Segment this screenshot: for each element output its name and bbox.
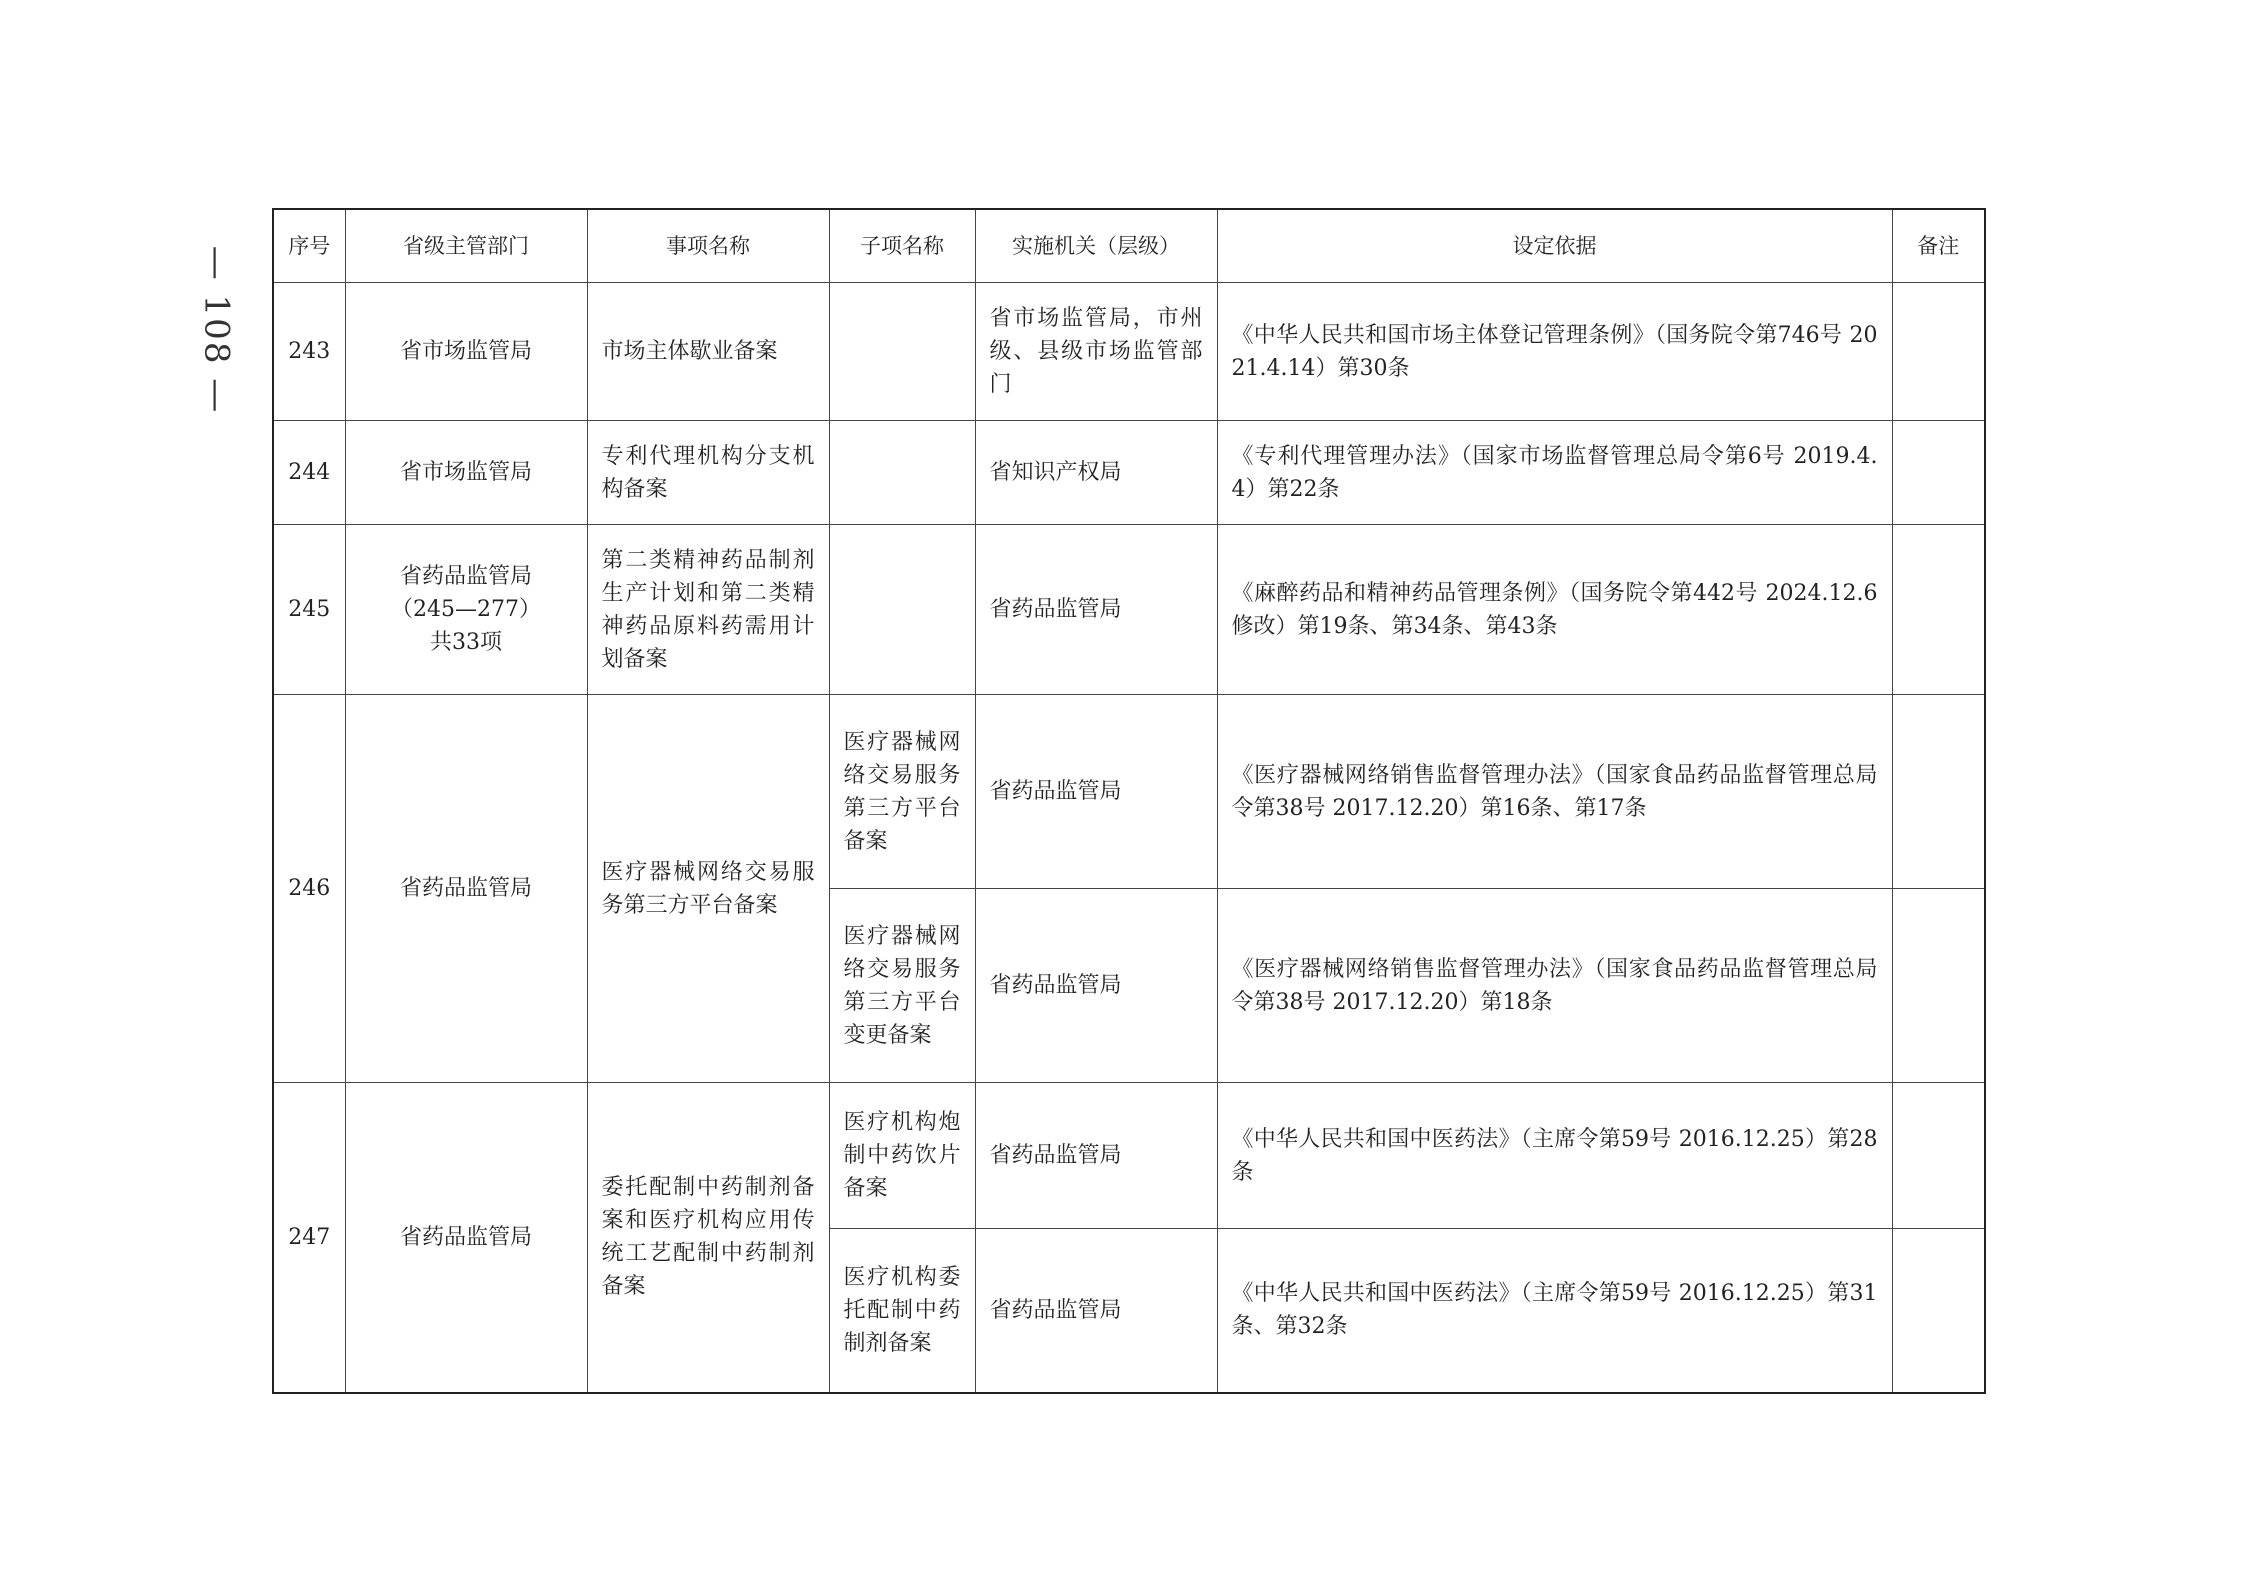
cell-dept: 省药品监管局 — [345, 695, 587, 1083]
cell-basis: 《医疗器械网络销售监督管理办法》（国家食品药品监督管理总局令第38号 2017.12.20）第16条、第17条 — [1217, 695, 1892, 889]
header-dept: 省级主管部门 — [345, 209, 587, 283]
items-table — [272, 208, 1986, 1394]
cell-subitem: 医疗机构委托配制中药制剂备案 — [829, 1229, 975, 1393]
page-number-text: — 108 — — [196, 245, 237, 415]
cell-agency: 省药品监管局 — [975, 1229, 1217, 1393]
cell-item: 市场主体歇业备案 — [587, 283, 829, 421]
table-row — [273, 421, 1985, 525]
cell-subitem: 医疗器械网络交易服务第三方平台变更备案 — [829, 889, 975, 1083]
table-header-row — [273, 209, 1985, 283]
cell-dept: 省市场监管局 — [345, 421, 587, 525]
table-row — [273, 695, 1985, 889]
cell-item: 委托配制中药制剂备案和医疗机构应用传统工艺配制中药制剂备案 — [587, 1083, 829, 1393]
cell-agency: 省市场监管局，市州级、县级市场监管部门 — [975, 283, 1217, 421]
cell-item: 医疗器械网络交易服务第三方平台备案 — [587, 695, 829, 1083]
header-subitem: 子项名称 — [829, 209, 975, 283]
cell-note — [1892, 421, 1985, 525]
cell-item: 专利代理机构分支机构备案 — [587, 421, 829, 525]
cell-subitem: 医疗器械网络交易服务第三方平台备案 — [829, 695, 975, 889]
cell-subitem — [829, 283, 975, 421]
cell-agency: 省药品监管局 — [975, 695, 1217, 889]
cell-note — [1892, 889, 1985, 1083]
dept-line: 共33项 — [430, 630, 502, 655]
cell-note — [1892, 1083, 1985, 1229]
cell-dept: 省药品监管局 — [345, 1083, 587, 1393]
cell-subitem: 医疗机构炮制中药饮片备案 — [829, 1083, 975, 1229]
table-row — [273, 1083, 1985, 1229]
header-agency: 实施机关（层级） — [975, 209, 1217, 283]
cell-seq: 247 — [273, 1083, 345, 1393]
header-item: 事项名称 — [587, 209, 829, 283]
cell-subitem — [829, 525, 975, 695]
table-row — [273, 525, 1985, 695]
cell-item: 第二类精神药品制剂生产计划和第二类精神药品原料药需用计划备案 — [587, 525, 829, 695]
cell-dept: 省市场监管局 — [345, 283, 587, 421]
cell-basis: 《中华人民共和国中医药法》（主席令第59号 2016.12.25）第31条、第32条 — [1217, 1229, 1892, 1393]
cell-basis: 《麻醉药品和精神药品管理条例》（国务院令第442号 2024.12.6修改）第19条、第34条、第43条 — [1217, 525, 1892, 695]
cell-dept — [345, 525, 587, 695]
cell-agency: 省药品监管局 — [975, 525, 1217, 695]
cell-seq: 244 — [273, 421, 345, 525]
cell-subitem — [829, 421, 975, 525]
cell-basis: 《医疗器械网络销售监督管理办法》（国家食品药品监督管理总局令第38号 2017.12.20）第18条 — [1217, 889, 1892, 1083]
dept-line: （245—277） — [391, 597, 541, 622]
header-basis: 设定依据 — [1217, 209, 1892, 283]
cell-agency: 省知识产权局 — [975, 421, 1217, 525]
table-row — [273, 283, 1985, 421]
page-number — [186, 240, 246, 420]
cell-basis: 《专利代理管理办法》（国家市场监督管理总局令第6号 2019.4.4）第22条 — [1217, 421, 1892, 525]
cell-seq: 245 — [273, 525, 345, 695]
dept-line: 省药品监管局 — [399, 564, 532, 589]
header-note: 备注 — [1892, 209, 1985, 283]
cell-note — [1892, 283, 1985, 421]
cell-note — [1892, 525, 1985, 695]
cell-seq: 246 — [273, 695, 345, 1083]
cell-note — [1892, 1229, 1985, 1393]
cell-agency: 省药品监管局 — [975, 889, 1217, 1083]
header-seq: 序号 — [273, 209, 345, 283]
cell-note — [1892, 695, 1985, 889]
cell-basis: 《中华人民共和国中医药法》（主席令第59号 2016.12.25）第28条 — [1217, 1083, 1892, 1229]
cell-seq: 243 — [273, 283, 345, 421]
cell-basis: 《中华人民共和国市场主体登记管理条例》（国务院令第746号 2021.4.14）第30条 — [1217, 283, 1892, 421]
cell-agency: 省药品监管局 — [975, 1083, 1217, 1229]
